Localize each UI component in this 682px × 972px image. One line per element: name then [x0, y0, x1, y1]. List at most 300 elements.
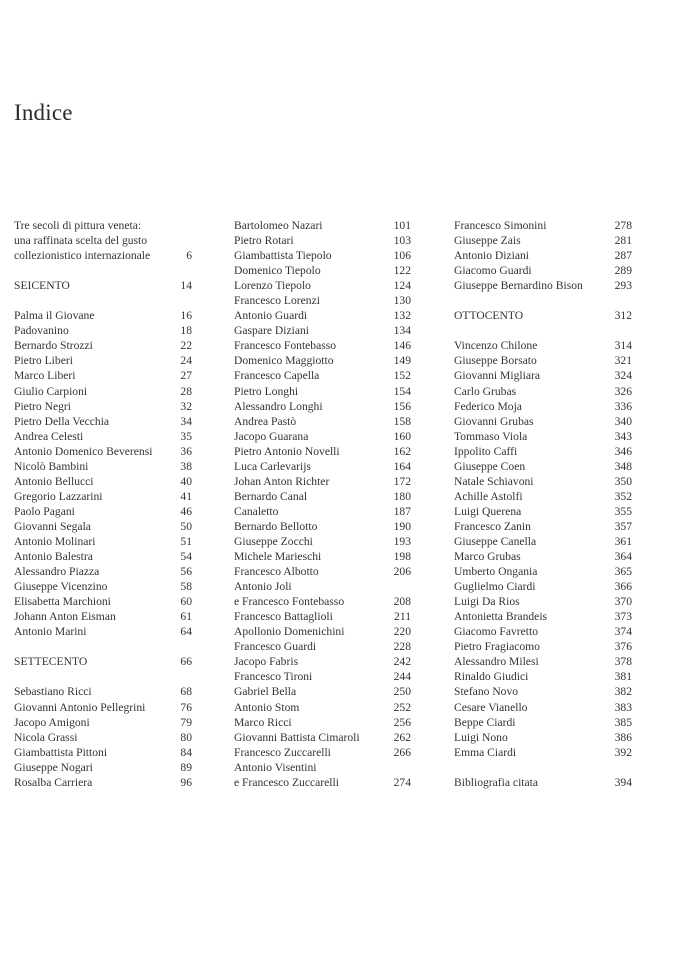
index-entry [234, 429, 411, 444]
index-entry [14, 564, 192, 579]
index-entry [234, 444, 411, 459]
entry-name: Antonio Marini [14, 625, 87, 639]
entry-page-number: 58 [180, 580, 192, 594]
entry-name: Pietro Fragiacomo [454, 640, 540, 654]
entry-name: Giuseppe Borsato [454, 354, 537, 368]
index-entry [454, 775, 632, 790]
entry-name: Bernardo Bellotto [234, 519, 318, 533]
entry-page-number: 220 [393, 625, 411, 639]
entry-name: Antonio Guardi [234, 309, 308, 323]
index-entry [454, 730, 632, 745]
entry-page-number: 103 [393, 234, 411, 248]
index-entry [234, 684, 411, 699]
entry-page-number: 373 [614, 610, 632, 624]
entry-name: Gabriel Bella [234, 685, 297, 699]
entry-name: Marco Ricci [234, 715, 292, 729]
index-entry [454, 218, 632, 233]
entry-name: Guglielmo Ciardi [454, 580, 536, 594]
entry-name: Johan Anton Richter [234, 474, 330, 488]
index-entry [234, 745, 411, 760]
entry-name: Antonio Molinari [14, 534, 96, 548]
entry-page-number: 324 [614, 369, 632, 383]
entry-name: Giambattista Pittoni [14, 745, 108, 759]
entry-name: Tommaso Viola [454, 429, 528, 443]
entry-page-number: 378 [614, 655, 632, 669]
index-entry [14, 654, 192, 669]
index-entry [234, 459, 411, 474]
index-entry [454, 459, 632, 474]
entry-page-number: 160 [393, 429, 411, 443]
entry-name: Francesco Simonini [454, 219, 547, 232]
entry-page-number: 321 [614, 354, 632, 368]
index-entry [14, 338, 192, 353]
entry-name: Bernardo Canal [234, 489, 308, 503]
index-entry [234, 218, 411, 233]
entry-name: Giovanni Antonio Pellegrini [14, 700, 146, 714]
index-entry [14, 323, 192, 338]
index-entry [14, 579, 192, 594]
index-column-1 [14, 218, 192, 790]
index-entry [234, 293, 411, 308]
entry-name: Elisabetta Marchioni [14, 595, 111, 609]
index-entry [454, 489, 632, 504]
index-entry [14, 684, 192, 699]
entry-name: Luigi Nono [454, 730, 508, 744]
entry-page-number: 357 [614, 519, 632, 533]
entry-name: Stefano Novo [454, 685, 519, 699]
entry-name: Johann Anton Eisman [14, 610, 116, 624]
entry-page-number: 14 [180, 279, 192, 293]
index-entry [234, 308, 411, 323]
entry-page-number: 364 [614, 550, 632, 564]
entry-name: Bibliografia citata [454, 775, 539, 789]
entry-page-number: 130 [393, 294, 411, 308]
entry-page-number: 242 [393, 655, 411, 669]
index-entry [454, 353, 632, 368]
entry-page-number: 149 [393, 354, 411, 368]
entry-page-number: 61 [180, 610, 192, 624]
index-entry [454, 474, 632, 489]
entry-name: una raffinata scelta del gusto [14, 234, 148, 248]
entry-name: Luigi Querena [454, 504, 522, 518]
entry-name: Pietro Longhi [234, 384, 299, 398]
entry-page-number: 162 [393, 444, 411, 458]
entry-name: Francesco Lorenzi [234, 294, 320, 308]
entry-page-number: 124 [393, 279, 411, 293]
entry-name: Canaletto [234, 504, 279, 518]
entry-name: Marco Liberi [14, 369, 76, 383]
entry-page-number: 336 [614, 399, 632, 413]
entry-name: Pietro Antonio Novelli [234, 444, 340, 458]
entry-page-number: 312 [614, 309, 632, 323]
entry-name: Giacomo Favretto [454, 625, 539, 639]
index-entry [234, 760, 411, 775]
entry-page-number: 40 [180, 474, 192, 488]
index-entry [454, 639, 632, 654]
entry-name: Nicola Grassi [14, 730, 78, 744]
index-entry [454, 669, 632, 684]
entry-name: Giulio Carpioni [14, 384, 88, 398]
entry-page-number: 262 [393, 730, 411, 744]
index-entry [454, 760, 632, 775]
index-entry [234, 579, 411, 594]
entry-name: OTTOCENTO [454, 309, 524, 323]
index-entry [454, 323, 632, 338]
entry-page-number: 326 [614, 384, 632, 398]
entry-page-number: 18 [180, 324, 192, 338]
entry-name: Gregorio Lazzarini [14, 489, 103, 503]
entry-page-number: 106 [393, 249, 411, 263]
entry-page-number: 38 [180, 459, 192, 473]
index-entry [14, 594, 192, 609]
index-entry [14, 534, 192, 549]
entry-name: SETTECENTO [14, 655, 88, 669]
entry-page-number: 134 [393, 324, 411, 338]
entry-name: Jacopo Fabris [234, 655, 299, 669]
entry-name: Palma il Giovane [14, 309, 95, 323]
entry-name: Giacomo Guardi [454, 264, 532, 278]
entry-page-number: 22 [180, 339, 192, 353]
entry-name: Rosalba Carriera [14, 775, 93, 789]
entry-page-number: 89 [180, 760, 192, 774]
index-entry [234, 775, 411, 790]
entry-name: Giovanni Migliara [454, 369, 540, 383]
entry-name: Francesco Tironi [234, 670, 313, 684]
entry-page-number: 146 [393, 339, 411, 353]
entry-name: Francesco Zuccarelli [234, 745, 331, 759]
entry-page-number: 60 [180, 595, 192, 609]
index-entry [14, 489, 192, 504]
index-entry [14, 459, 192, 474]
entry-name: Giuseppe Bernardino Bison [454, 279, 583, 293]
entry-page-number: 51 [180, 534, 192, 548]
entry-page-number: 370 [614, 595, 632, 609]
entry-page-number: 84 [180, 745, 192, 759]
entry-name: Tre secoli di pittura veneta: [14, 219, 142, 232]
index-entry [454, 684, 632, 699]
entry-name: Giuseppe Zais [454, 234, 521, 248]
entry-name: Antonietta Brandeis [454, 610, 548, 624]
entry-page-number: 35 [180, 429, 192, 443]
entry-name: Giambattista Tiepolo [234, 249, 332, 263]
entry-page-number: 350 [614, 474, 632, 488]
entry-page-number: 122 [393, 264, 411, 278]
entry-page-number: 278 [614, 219, 632, 232]
entry-page-number: 6 [186, 249, 192, 263]
entry-page-number: 16 [180, 309, 192, 323]
index-entry [234, 384, 411, 399]
entry-page-number: 381 [614, 670, 632, 684]
entry-name: Pietro Negri [14, 399, 71, 413]
entry-page-number: 266 [393, 745, 411, 759]
entry-page-number: 281 [614, 234, 632, 248]
entry-page-number: 32 [180, 399, 192, 413]
entry-name: Alessandro Milesi [454, 655, 539, 669]
index-entry [454, 700, 632, 715]
index-column-2 [234, 218, 411, 790]
index-entry [14, 263, 192, 278]
index-entry [454, 549, 632, 564]
page-title: Indice [14, 100, 73, 125]
entry-name: Francesco Zanin [454, 519, 531, 533]
index-entry [454, 308, 632, 323]
entry-page-number: 374 [614, 625, 632, 639]
index-entry [14, 715, 192, 730]
index-entry [454, 399, 632, 414]
entry-page-number: 314 [614, 339, 632, 353]
entry-name: Domenico Tiepolo [234, 264, 321, 278]
entry-name: Giuseppe Canella [454, 534, 537, 548]
index-entry [14, 504, 192, 519]
entry-page-number: 164 [393, 459, 411, 473]
entry-page-number: 382 [614, 685, 632, 699]
entry-page-number: 96 [180, 775, 192, 789]
entry-page-number: 394 [614, 775, 632, 789]
entry-page-number: 68 [180, 685, 192, 699]
index-entry [454, 624, 632, 639]
entry-page-number: 293 [614, 279, 632, 293]
index-entry [14, 474, 192, 489]
index-entry [234, 414, 411, 429]
entry-name: Pietro Della Vecchia [14, 414, 110, 428]
entry-page-number: 352 [614, 489, 632, 503]
entry-page-number: 101 [393, 219, 411, 232]
entry-page-number: 366 [614, 580, 632, 594]
index-entry [454, 444, 632, 459]
index-entry [454, 368, 632, 383]
entry-page-number: 289 [614, 264, 632, 278]
entry-page-number: 132 [393, 309, 411, 323]
index-entry [234, 399, 411, 414]
entry-name: Antonio Balestra [14, 550, 93, 564]
index-entry [454, 504, 632, 519]
entry-page-number: 208 [393, 595, 411, 609]
entry-page-number: 287 [614, 249, 632, 263]
index-entry [454, 278, 632, 293]
index-entry [234, 323, 411, 338]
entry-name: Paolo Pagani [14, 504, 75, 518]
index-entry [454, 519, 632, 534]
entry-name: Giuseppe Zocchi [234, 534, 313, 548]
entry-page-number: 361 [614, 534, 632, 548]
index-entry [14, 399, 192, 414]
index-entry [14, 414, 192, 429]
entry-page-number: 340 [614, 414, 632, 428]
entry-page-number: 274 [393, 775, 411, 789]
entry-name: e Francesco Fontebasso [234, 595, 345, 609]
entry-name: Beppe Ciardi [454, 715, 516, 729]
entry-name: Luca Carlevarijs [234, 459, 311, 473]
index-entry [234, 504, 411, 519]
entry-page-number: 386 [614, 730, 632, 744]
entry-page-number: 355 [614, 504, 632, 518]
index-entry [234, 700, 411, 715]
entry-name: Nicolò Bambini [14, 459, 89, 473]
entry-name: Francesco Albotto [234, 565, 319, 579]
entry-name: Bartolomeo Nazari [234, 219, 323, 232]
index-entry [14, 609, 192, 624]
entry-page-number: 158 [393, 414, 411, 428]
index-entry [14, 233, 192, 248]
entry-name: Giovanni Grubas [454, 414, 534, 428]
entry-name: Apollonio Domenichini [234, 625, 345, 639]
entry-name: Vincenzo Chilone [454, 339, 538, 353]
index-entry [234, 353, 411, 368]
index-entry [14, 384, 192, 399]
entry-name: Achille Astolfi [454, 489, 523, 503]
index-entry [14, 760, 192, 775]
entry-name: Giuseppe Vicenzino [14, 580, 108, 594]
entry-name: Antonio Stom [234, 700, 300, 714]
index-entry [454, 594, 632, 609]
entry-name: Alessandro Piazza [14, 565, 100, 579]
entry-page-number: 376 [614, 640, 632, 654]
entry-page-number: 250 [393, 685, 411, 699]
index-entry [14, 444, 192, 459]
index-entry [454, 745, 632, 760]
entry-page-number: 56 [180, 565, 192, 579]
entry-name: Sebastiano Ricci [14, 685, 92, 699]
index-entry [454, 654, 632, 669]
entry-name: Antonio Bellucci [14, 474, 94, 488]
index-entry [454, 609, 632, 624]
index-entry [234, 669, 411, 684]
entry-name: Michele Marieschi [234, 550, 322, 564]
entry-page-number: 28 [180, 384, 192, 398]
index-entry [234, 233, 411, 248]
entry-page-number: 365 [614, 565, 632, 579]
index-entry [454, 579, 632, 594]
entry-name: Giovanni Segala [14, 519, 91, 533]
entry-name: Francesco Battaglioli [234, 610, 333, 624]
entry-name: Ippolito Caffi [454, 444, 518, 458]
entry-name: Giuseppe Nogari [14, 760, 93, 774]
index-entry [14, 745, 192, 760]
index-entry [234, 549, 411, 564]
entry-name: collezionistico internazionale [14, 249, 151, 263]
index-entry [234, 654, 411, 669]
index-entry [454, 534, 632, 549]
index-entry [454, 715, 632, 730]
entry-page-number: 198 [393, 550, 411, 564]
entry-page-number: 79 [180, 715, 192, 729]
index-entry [454, 338, 632, 353]
entry-page-number: 244 [393, 670, 411, 684]
entry-page-number: 211 [394, 610, 411, 624]
index-column-3 [454, 218, 632, 790]
entry-name: Padovanino [14, 324, 69, 338]
index-entry [454, 248, 632, 263]
index-entry [234, 519, 411, 534]
index-entry [14, 624, 192, 639]
index-entry [14, 429, 192, 444]
index-entry [14, 519, 192, 534]
entry-name: Francesco Capella [234, 369, 320, 383]
entry-page-number: 24 [180, 354, 192, 368]
index-entry [234, 730, 411, 745]
entry-name: Luigi Da Rios [454, 595, 520, 609]
entry-name: Antonio Domenico Beverensi [14, 444, 153, 458]
index-entry [234, 594, 411, 609]
entry-page-number: 46 [180, 504, 192, 518]
entry-name: Jacopo Amigoni [14, 715, 90, 729]
entry-page-number: 190 [393, 519, 411, 533]
entry-name: Giuseppe Coen [454, 459, 526, 473]
entry-name: Giovanni Battista Cimaroli [234, 730, 360, 744]
entry-page-number: 80 [180, 730, 192, 744]
entry-name: Pietro Rotari [234, 234, 294, 248]
index-entry [454, 293, 632, 308]
index-entry [454, 414, 632, 429]
entry-page-number: 66 [180, 655, 192, 669]
index-entry [14, 368, 192, 383]
index-entry [14, 308, 192, 323]
index-entry [454, 384, 632, 399]
entry-name: Andrea Celesti [14, 429, 84, 443]
index-entry [234, 248, 411, 263]
entry-name: Antonio Visentini [234, 760, 317, 774]
entry-page-number: 252 [393, 700, 411, 714]
entry-page-number: 64 [180, 625, 192, 639]
index-entry [14, 278, 192, 293]
entry-name: Antonio Diziani [454, 249, 530, 263]
entry-name: Rinaldo Giudici [454, 670, 529, 684]
entry-name: Jacopo Guarana [234, 429, 309, 443]
index-entry [14, 639, 192, 654]
entry-name: Federico Moja [454, 399, 522, 413]
entry-name: Marco Grubas [454, 550, 521, 564]
entry-page-number: 172 [393, 474, 411, 488]
entry-page-number: 34 [180, 414, 192, 428]
index-entry [234, 715, 411, 730]
index-entry [454, 429, 632, 444]
index-entry [14, 700, 192, 715]
entry-page-number: 348 [614, 459, 632, 473]
entry-page-number: 154 [393, 384, 411, 398]
entry-name: Francesco Guardi [234, 640, 317, 654]
index-entry [234, 338, 411, 353]
index-entry [14, 549, 192, 564]
entry-name: SEICENTO [14, 279, 70, 293]
entry-page-number: 187 [393, 504, 411, 518]
entry-name: Antonio Joli [234, 580, 292, 594]
entry-page-number: 385 [614, 715, 632, 729]
entry-name: Alessandro Longhi [234, 399, 323, 413]
entry-name: Lorenzo Tiepolo [234, 279, 311, 293]
index-entry [14, 218, 192, 233]
index-entry [454, 564, 632, 579]
entry-page-number: 346 [614, 444, 632, 458]
entry-page-number: 343 [614, 429, 632, 443]
entry-page-number: 50 [180, 519, 192, 533]
entry-name: Gaspare Diziani [234, 324, 310, 338]
index-entry [14, 353, 192, 368]
index-entry [234, 263, 411, 278]
entry-name: Umberto Ongania [454, 565, 538, 579]
entry-page-number: 383 [614, 700, 632, 714]
entry-page-number: 76 [180, 700, 192, 714]
entry-page-number: 27 [180, 369, 192, 383]
index-entry [234, 474, 411, 489]
entry-page-number: 36 [180, 444, 192, 458]
index-entry [14, 248, 192, 263]
index-entry [234, 278, 411, 293]
entry-name: Pietro Liberi [14, 354, 73, 368]
entry-name: Andrea Pastò [234, 414, 297, 428]
entry-page-number: 206 [393, 565, 411, 579]
entry-name: Bernardo Strozzi [14, 339, 93, 353]
index-entry [234, 534, 411, 549]
